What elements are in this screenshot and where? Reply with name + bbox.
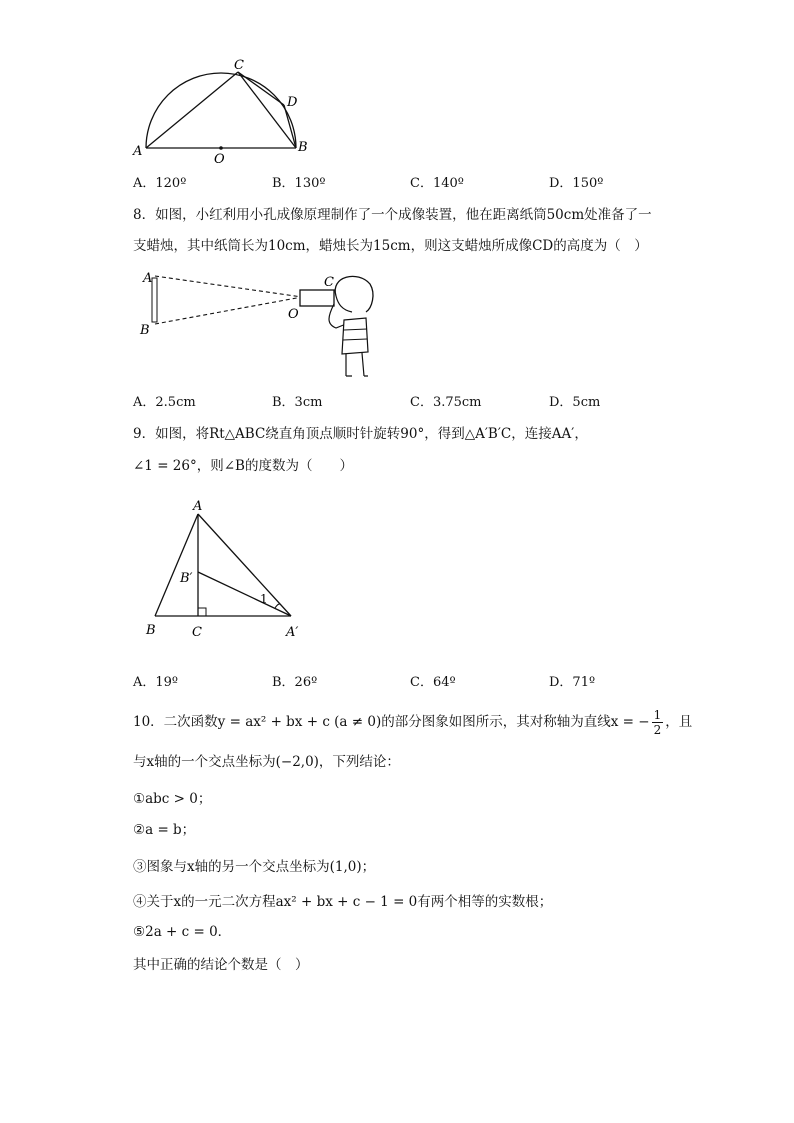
q7-figure bbox=[130, 58, 320, 168]
q9-side-aa-prime bbox=[198, 514, 291, 616]
q7-semicircle-arc bbox=[146, 73, 296, 148]
q9-figure bbox=[140, 496, 310, 644]
q8-label-c: C bbox=[324, 275, 334, 290]
q10-fraction bbox=[652, 708, 664, 737]
q7-label-d: D bbox=[287, 95, 298, 110]
q7-label-o: O bbox=[214, 152, 225, 167]
q9-option-d: D．71º bbox=[549, 675, 596, 690]
q8-paper-tube bbox=[300, 290, 334, 306]
q10-text-line1 bbox=[133, 708, 692, 737]
q9-right-angle-mark bbox=[198, 608, 206, 616]
q9-option-a: A．19º bbox=[133, 675, 179, 690]
q7-option-d: D．150º bbox=[549, 176, 604, 191]
q10-fraction-numerator: 1 bbox=[653, 708, 662, 722]
q8-label-a: A bbox=[143, 271, 153, 286]
q10-item-2: ②a = b； bbox=[133, 822, 196, 838]
q8-option-b: B．3cm bbox=[272, 395, 323, 410]
q8-person-face bbox=[336, 296, 352, 312]
q7-chord-cd bbox=[238, 72, 284, 105]
q7-center-dot bbox=[219, 146, 223, 150]
q10-text-line2: 与x轴的一个交点坐标为(−2,0)，下列结论： bbox=[133, 754, 400, 770]
q7-label-c: C bbox=[234, 58, 244, 73]
q9-label-a: A bbox=[193, 499, 203, 514]
q10-item-3: ③图象与x轴的另一个交点坐标为(1,0)； bbox=[133, 859, 376, 875]
q9-label-b-prime: B′ bbox=[180, 571, 193, 586]
q8-person-legs bbox=[346, 353, 368, 376]
q9-option-c: C．64º bbox=[410, 675, 456, 690]
q10-line1-main: 10．二次函数y = ax² + bx + c (a ≠ 0)的部分图象如图所示，其对称轴为直线x = − bbox=[133, 714, 650, 730]
q10-line1-end: ，且 bbox=[665, 714, 693, 730]
q9-label-1: 1 bbox=[260, 592, 268, 606]
q8-option-c: C．3.75cm bbox=[410, 395, 482, 410]
q9-option-b: B．26º bbox=[272, 675, 318, 690]
q7-chord-cb bbox=[238, 72, 296, 148]
q9-side-ab bbox=[155, 514, 198, 616]
q7-label-a: A bbox=[133, 144, 143, 159]
q9-label-c: C bbox=[192, 625, 202, 640]
q8-candle bbox=[152, 278, 157, 322]
q9-text-line1: 9．如图，将Rt△ABC绕直角顶点顺时针旋转90°，得到△A′B′C，连接AA′， bbox=[133, 426, 588, 442]
q9-side-b-prime-a-prime bbox=[198, 572, 291, 616]
q7-label-b: B bbox=[298, 140, 308, 155]
q10-question: 其中正确的结论个数是（ ） bbox=[133, 957, 309, 973]
q8-text-line1: 8．如图，小红利用小孔成像原理制作了一个成像装置，他在距离纸筒50cm处准备了一 bbox=[133, 207, 652, 223]
q9-angle-1-arc bbox=[275, 604, 281, 608]
q7-chord-ac bbox=[146, 72, 238, 148]
q10-item-1: ①abc > 0； bbox=[133, 791, 212, 807]
q9-text-line2: ∠1 = 26°，则∠B的度数为（ ） bbox=[133, 458, 353, 474]
q7-option-c: C．140º bbox=[410, 176, 464, 191]
q7-option-a: A．120º bbox=[133, 176, 187, 191]
q8-ray-top bbox=[155, 276, 302, 297]
q8-label-b: B bbox=[140, 323, 150, 338]
q8-option-d: D．5cm bbox=[549, 395, 601, 410]
q8-text-line2: 支蜡烛，其中纸筒长为10cm，蜡烛长为15cm，则这支蜡烛所成像CD的高度为（ ） bbox=[133, 238, 648, 254]
q8-option-a: A．2.5cm bbox=[133, 395, 196, 410]
q7-chord-db bbox=[284, 105, 296, 148]
q10-fraction-denominator: 2 bbox=[653, 723, 662, 737]
q8-label-o: O bbox=[288, 307, 299, 322]
q7-option-b: B．130º bbox=[272, 176, 326, 191]
q8-person-body bbox=[342, 318, 368, 354]
q8-ray-bottom bbox=[155, 297, 302, 324]
q10-item-4: ④关于x的一元二次方程ax² + bx + c − 1 = 0有两个相等的实数根； bbox=[133, 894, 553, 910]
q9-label-b: B bbox=[146, 623, 156, 638]
q8-figure bbox=[130, 268, 390, 383]
q10-item-5: ⑤2a + c = 0． bbox=[133, 924, 232, 940]
q9-label-a-prime: A′ bbox=[286, 625, 299, 640]
